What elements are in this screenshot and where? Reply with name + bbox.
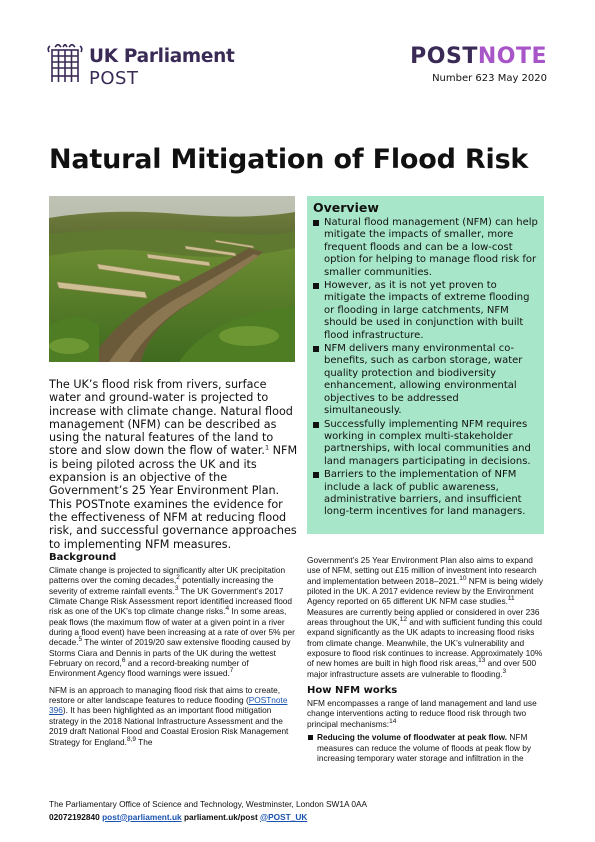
- citation: 6: [121, 657, 126, 665]
- overview-box: [307, 196, 544, 534]
- citation: 1: [264, 443, 270, 452]
- footer-twitter-link[interactable]: @POST_UK: [260, 811, 308, 822]
- background-paragraph-1: Climate change is projected to significantly alter UK precipitation patterns over the coming decades,$^2$ potentially increasing the severity of extreme rainfall events.$^3$ The UK Government’s 2017 Climate Change Risk Assessment report identified increased flood risk as one of the UK’s top climate change risks.$^4$ In some areas, peak flows (the maximum flow of water at a given point in a river during a flood event) have been increasing at a rate of over 5% per decade.$^5$ The winter of 2019/20 saw extensive flooding caused by Storms Ciara and Dennis in parts of the UK during the wettest February on record,$^6$ and a record-breaking number of Environment Agency flood warnings were issued.$^7$: [49, 565, 295, 679]
- overview-bullet: NFM delivers many environmental co-benefits, such as carbon storage, water quality protection and biodiversity enhancement, allowing environmental objectives to be addressed simultaneously.: [312, 343, 538, 417]
- citation: 10: [459, 574, 467, 582]
- overview-list: [312, 217, 538, 519]
- intro-text: The UK’s flood risk from rivers, surface water and ground-water is projected to increase with climate change. Natural flood management (NFM) can be described as using the natural features of the land to store and slow down the flow of water.: [49, 378, 293, 458]
- overview-bullet: Natural flood management (NFM) can help mitigate the impacts of smaller, more frequent floods and can be a low-cost option for helping to manage flood risk for smaller communities.: [312, 217, 538, 279]
- postnote-brand-part2: NOTE: [477, 44, 547, 69]
- postnote-brand-part1: POST: [410, 44, 478, 69]
- mechanism-bullet: Reducing the volume of floodwater at peak flow. NFM measures can reduce the volume of floods at peak flow by increasing temporary water storage and infiltration in the: [307, 732, 546, 763]
- moorland-photo: [49, 196, 295, 362]
- background-heading: Background: [49, 552, 117, 563]
- citation: 2: [176, 574, 180, 582]
- intro-text: NFM is being piloted across the UK and its expansion is an objective of the Government’s 25 Year Environment Plan. This POSTnote examines the evidence for the effectiveness of NFM at reducing flood risk, and successful governance approaches to implementing NFM measures.: [49, 444, 298, 551]
- overview-bullet: Successfully implementing NFM requires working in complex multi-stakeholder partnerships, with local communities and land managers participating in decisions.: [312, 419, 538, 469]
- uk-parliament-logo: [47, 42, 235, 90]
- moorland-leaky-dams-image: [49, 196, 295, 362]
- footer: [49, 798, 549, 823]
- citation: 12: [399, 616, 407, 624]
- how-nfm-works-heading: How NFM works: [307, 685, 398, 697]
- footer-contacts: [49, 811, 549, 824]
- citation: 11: [507, 595, 515, 603]
- overview-heading: Overview: [313, 200, 379, 215]
- citation: 14: [389, 718, 397, 726]
- citation: 5: [78, 636, 83, 644]
- page-title: Natural Mitigation of Flood Risk: [49, 144, 529, 175]
- footer-email-link[interactable]: post@parliament.uk: [102, 811, 182, 822]
- footer-address: The Parliamentary Office of Science and Technology, Westminster, London SW1A 0AA: [49, 799, 368, 809]
- right-column: [307, 555, 546, 763]
- footer-website-link[interactable]: parliament.uk/post: [183, 811, 258, 822]
- citation: 7: [229, 667, 234, 675]
- org-line-1: UK Parliament: [89, 46, 235, 67]
- right-paragraph-1: Government’s 25 Year Environment Plan also aims to expand use of NFM, setting out £15 million of investment into research and implementation between 2018–2021.10 NFM is being widely piloted in the UK. A 2017 evidence review by the Environment Agency reported on 65 different UK NFM case studies.$^{11}$ Measures are currently being applied or considered in over 236 areas throughout the UK,$^{12}$ and with sufficient funding this could expand significantly as the UK adapts to increasing flood risks from climate change. Meanwhile, the UK’s vulnerability and exposure to flood risk continues to increase. Approximately 10% of new homes are built in high flood risk areas,$^{13}$ and over 500 major infrastructure assets are vulnerable to flooding.$^3$: [307, 555, 544, 679]
- overview-bullet: Barriers to the implementation of NFM include a lack of public awareness, administrative barriers, and insufficient long-term incentives for land managers.: [312, 469, 538, 519]
- citation: 3: [502, 668, 507, 676]
- footer-phone: 02072192840: [49, 811, 100, 822]
- how-nfm-works-paragraph: NFM encompasses a range of land management and land use change interventions acting to reduce flood risk through two principal mechanisms:$^{14}$: [307, 698, 537, 729]
- issue-number: Number 623 May 2020: [432, 73, 547, 84]
- postnote-brand: [410, 44, 547, 69]
- intro-summary: [49, 378, 299, 551]
- postnote-396-link[interactable]: POSTnote 396: [49, 695, 288, 716]
- citation: 13: [478, 657, 486, 665]
- left-column: [49, 552, 295, 753]
- background-paragraph-2: NFM is an approach to managing flood risk that aims to create, restore or alter landscape features to reduce flooding (POSTnote 396). It has been highlighted as an important flood mitigation strategy in the 2018 National Infrastructure Assessment and the 2019 draft National Flood and Coastal Erosion Risk Management Strategy for England.$^{8,9}$ The: [49, 684, 289, 747]
- citation: 4: [225, 605, 230, 613]
- overview-bullet: However, as it is not yet proven to mitigate the impacts of extreme flooding or flooding in large catchments, NFM should be used in conjunction with built flood infrastructure.: [312, 280, 538, 342]
- portcullis-icon: [47, 44, 83, 86]
- mechanism-bold: Reducing the volume of floodwater at peak flow.: [317, 732, 508, 743]
- org-line-2: POST: [89, 68, 139, 89]
- citation: 8,9: [126, 735, 136, 743]
- citation: 3: [174, 584, 179, 592]
